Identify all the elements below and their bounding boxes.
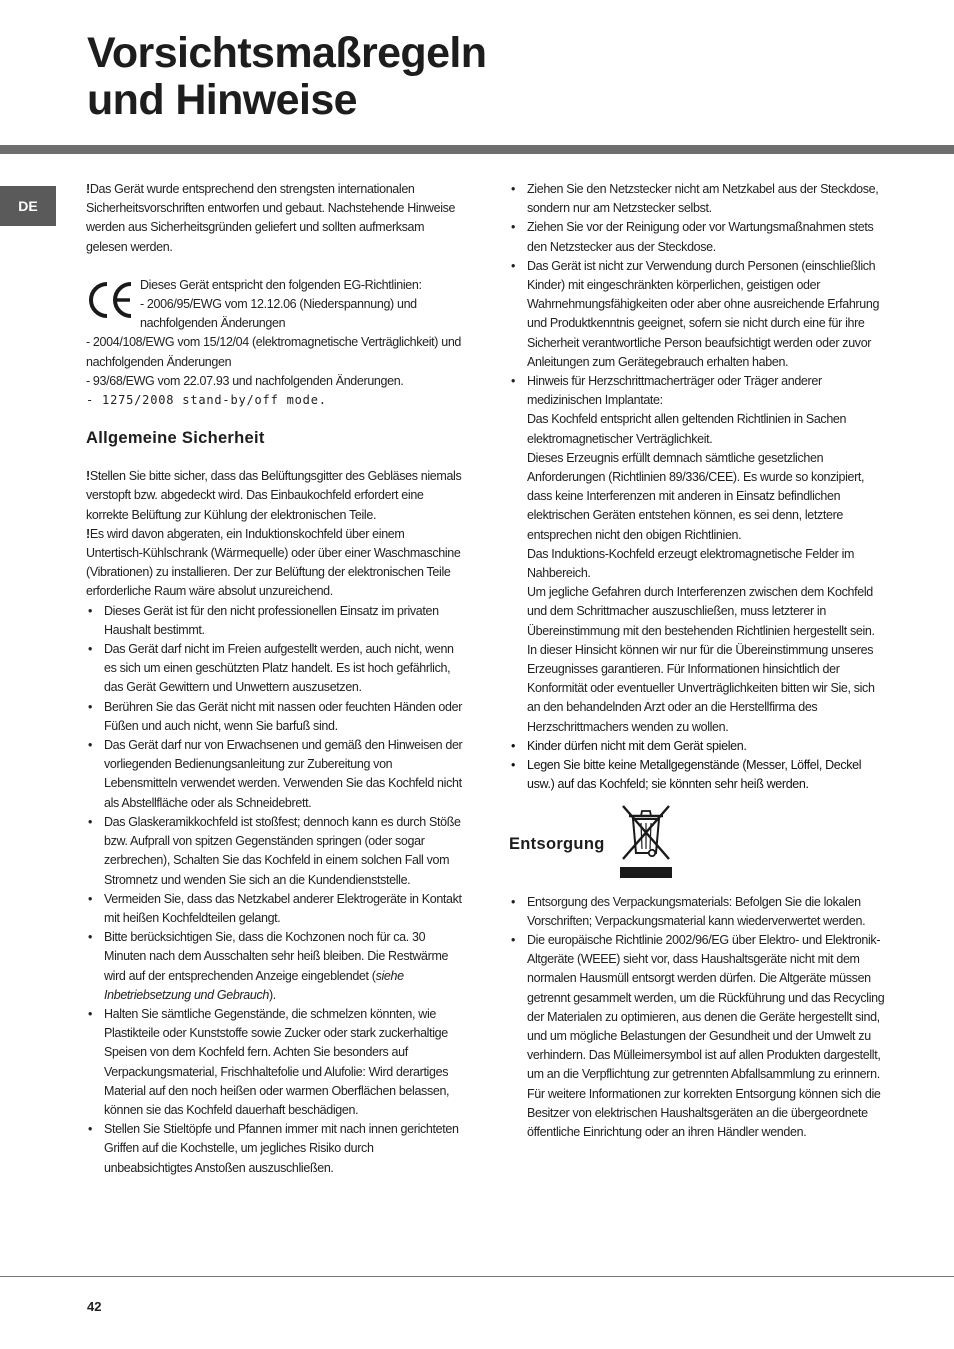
pacemaker-paragraph: In dieser Hinsicht können wir nur für die Übereinstimmung unseres Erzeugnisses garantieren. Für Informationen hinsichtlich der Konformität oder eventueller Unverträglichkeiten bitten wir Sie, sich an den behandelnden Arzt oder an die Herstellfirma des Herzschrittmachers wenden zu wollen. — [527, 642, 875, 734]
pacemaker-paragraph: Das Kochfeld entspricht allen geltenden Richtlinien in Sachen elektromagnetischer Verträglichkeit. — [527, 412, 847, 446]
bottom-rule — [0, 1276, 954, 1277]
ce-line-5: - 1275/2008 stand-by/off mode. — [86, 393, 327, 408]
disposal-list — [509, 893, 889, 1085]
left-column — [86, 180, 464, 1178]
disposal-final-paragraph: Für weitere Informationen zur korrekten Entsorgung können sich die Besitzer von elektrischen Haushaltsgeräten an die übergeordnete öffentliche Einrichtung oder an ihren Händler wenden. — [527, 1086, 881, 1139]
ce-conformity-block — [86, 276, 464, 410]
ce-line-4: - 93/68/EWG vom 22.07.93 und nachfolgenden Änderungen. — [86, 373, 404, 388]
disposal-heading-row — [509, 803, 889, 885]
warning-mark: ! — [86, 526, 90, 541]
safety-list-continued — [509, 180, 889, 410]
top-rule — [0, 145, 954, 154]
list-item: • Das Glaskeramikkochfeld ist stoßfest; dennoch kann es durch Stöße bzw. Aufprall von spitzen Gegenständen springen (oder sogar zerbrechen), Schalten Sie das Kochfeld in einem solchen Fall vom Stromnetz und wenden Sie sich an die Kundendienststelle. — [86, 813, 464, 890]
pacemaker-paragraph: Das Induktions-Kochfeld erzeugt elektromagnetische Felder im Nahbereich. — [527, 546, 855, 581]
ce-line-2: - 2006/95/EWG vom 12.12.06 (Niederspannung) und nachfolgenden Änderungen — [140, 297, 417, 331]
list-item: • Entsorgung des Verpackungsmaterials: Befolgen Sie die lokalen Vorschriften; Verpackungsmaterial kann wiederverwertet werden. — [509, 893, 889, 931]
list-item — [86, 928, 464, 1005]
list-item: • Ziehen Sie vor der Reinigung oder vor Wartungsmaßnahmen stets den Netzstecker aus der Steckdose. — [509, 218, 889, 256]
right-column — [509, 180, 889, 1142]
list-item: • Halten Sie sämtliche Gegenstände, die schmelzen könnten, wie Plastikteile oder Kunststoffe sowie Zucker oder stark zuckerhaltige Speisen von dem Kochfeld fern. Achten Sie besonders auf Verpackungsmaterial, Frischhaltefolie und Alufolie: Wird derartiges Material auf den noch heißen oder warmen Oberflächen belassen, können sie das Kochfeld dauerhaft beschädigen. — [86, 1005, 464, 1120]
list-item: • Kinder dürfen nicht mit dem Gerät spielen. — [509, 737, 889, 756]
ce-mark-icon — [86, 280, 134, 320]
list-item: • Ziehen Sie den Netzstecker nicht am Netzkabel aus der Steckdose, sondern nur am Netzstecker selbst. — [509, 180, 889, 218]
list-item: • Das Gerät darf nur von Erwachsenen und gemäß den Hinweisen der vorliegenden Bedienungsanleitung zur Zubereitung von Lebensmitteln verwendet werden. Verwenden Sie das Kochfeld nicht als Abstellfläche oder als Schneidebrett. — [86, 736, 464, 813]
page-number: 42 — [87, 1299, 102, 1314]
ce-line-3: - 2004/108/EWG vom 15/12/04 (elektromagnetische Verträglichkeit) und nachfolgenden Änderungen — [86, 335, 462, 369]
list-item-text: ). — [268, 987, 276, 1002]
list-item: • Vermeiden Sie, dass das Netzkabel anderer Elektrogeräte in Kontakt mit heißen Kochfeldteilen gelangt. — [86, 890, 464, 928]
page-title-line2: und Hinweise — [87, 76, 357, 124]
list-item: • Stellen Sie Stieltöpfe und Pfannen immer mit nach innen gerichteten Griffen auf die Kochstelle, um jegliches Risiko durch unbeabsichtigtes Anstoßen auszuschließen. — [86, 1120, 464, 1178]
safety-list-final — [509, 737, 889, 795]
warning-paragraph — [86, 525, 464, 602]
intro-paragraph — [86, 180, 464, 257]
list-item: • Berühren Sie das Gerät nicht mit nassen oder feuchten Händen oder Füßen und auch nicht, wenn Sie barfuß sind. — [86, 698, 464, 736]
list-item: • Legen Sie bitte keine Metallgegenstände (Messer, Löffel, Deckel usw.) auf das Kochfeld; sie könnten sehr heiß werden. — [509, 756, 889, 794]
warning-text: Es wird davon abgeraten, ein Induktionskochfeld über einem Untertisch-Kühlschrank (Wärmequelle) oder über einer Waschmaschine (Vibrationen) zu installieren. Der zur Belüftung der elektronischen Teile erforderliche Raum wäre absolut unzureichend. — [86, 526, 461, 599]
list-item: • Dieses Gerät ist für den nicht professionellen Einsatz im privaten Haushalt bestimmt. — [86, 602, 464, 640]
pacemaker-paragraph: Dieses Erzeugnis erfüllt demnach sämtliche gesetzlichen Anforderungen (Richtlinien 89/336/CEE). Es wurde so konzipiert, dass keine Interferenzen mit anderen in Einsatz befindlichen elektrischen Geräten entstehen können, es sei denn, letztere entsprechen nicht den obigen Richtlinien. — [527, 450, 865, 542]
list-item: • Das Gerät darf nicht im Freien aufgestellt werden, auch nicht, wenn es sich um einen geschützten Platz handelt. Es ist hoch gefährlich, das Gerät Gewittern und Unwettern auszusetzen. — [86, 640, 464, 698]
safety-list — [86, 602, 464, 1178]
list-item: • Hinweis für Herzschrittmacherträger oder Träger anderer medizinischen Implantate: — [509, 372, 889, 410]
list-item: • Die europäische Richtlinie 2002/96/EG über Elektro- und Elektronik-Altgeräte (WEEE) sieht vor, dass Haushaltsgeräte nicht mit dem normalen Hausmüll entsorgt werden dürfen. Die Altgeräte müssen getrennt gesammelt werden, um die Rückführung und das Recycling der Materialen zu optimieren, aus denen die Geräte hergestellt sind, und um mögliche Belastungen der Gesundheit und der Umwelt zu verhindern. Das Mülleimersymbol ist auf allen Produkten dargestellt, um an die Verpflichtung zur getrennten Abfallsammlung zu erinnern. — [509, 931, 889, 1085]
list-item-text: Bitte berücksichtigen Sie, dass die Kochzonen noch für ca. 30 Minuten nach dem Ausschalten sehr heiß bleiben. Die Restwärme wird auf der entsprechenden Anzeige eingeblendet ( — [104, 930, 449, 983]
intro-text: Das Gerät wurde entsprechend den strengsten internationalen Sicherheitsvorschriften entworfen und gebaut. Nachstehende Hinweise werden aus Sicherheitsgründen geliefert und sollten aufmerksam gelesen werden. — [86, 182, 456, 254]
warning-mark: ! — [86, 469, 90, 484]
section-heading-safety: Allgemeine Sicherheit — [86, 429, 265, 448]
pacemaker-paragraph: Um jegliche Gefahren durch Interferenzen zwischen dem Kochfeld und dem Schrittmacher auszuschließen, muss letzterer in Übereinstimmung mit den bestehenden Richtlinien hergestellt sein. — [527, 585, 875, 638]
warning-mark: ! — [86, 182, 90, 196]
language-tab: DE — [0, 186, 56, 226]
page-title-line1: Vorsichtsmaßregeln — [87, 29, 487, 77]
ce-line-1: Dieses Gerät entspricht den folgenden EG-Richtlinien: — [140, 277, 422, 292]
page-title — [87, 30, 486, 124]
cross-reference: siehe Inbetriebsetzung und Gebrauch — [104, 968, 404, 1002]
section-heading-disposal: Entsorgung — [509, 834, 605, 853]
crossed-bin-icon — [619, 803, 673, 879]
list-item: • Das Gerät ist nicht zur Verwendung durch Personen (einschließlich Kinder) mit eingeschränkten körperlichen, geistigen oder Wahrnehmungsfähigkeiten oder aber ohne ausreichende Erfahrung und Produktkenntnis geeignet, sofern sie nicht durch eine für ihre Sicherheit verantwortliche Person beaufsichtigt werden oder zuvor Anleitungen zum Gerätegebrauch erhalten haben. — [509, 257, 889, 372]
warning-text: Stellen Sie bitte sicher, dass das Belüftungsgitter des Gebläses niemals verstopft bzw. abgedeckt wird. Das Einbaukochfeld erfordert eine korrekte Belüftung zur Kühlung der elektronischen Teile. — [86, 469, 462, 522]
warning-paragraph — [86, 467, 464, 525]
